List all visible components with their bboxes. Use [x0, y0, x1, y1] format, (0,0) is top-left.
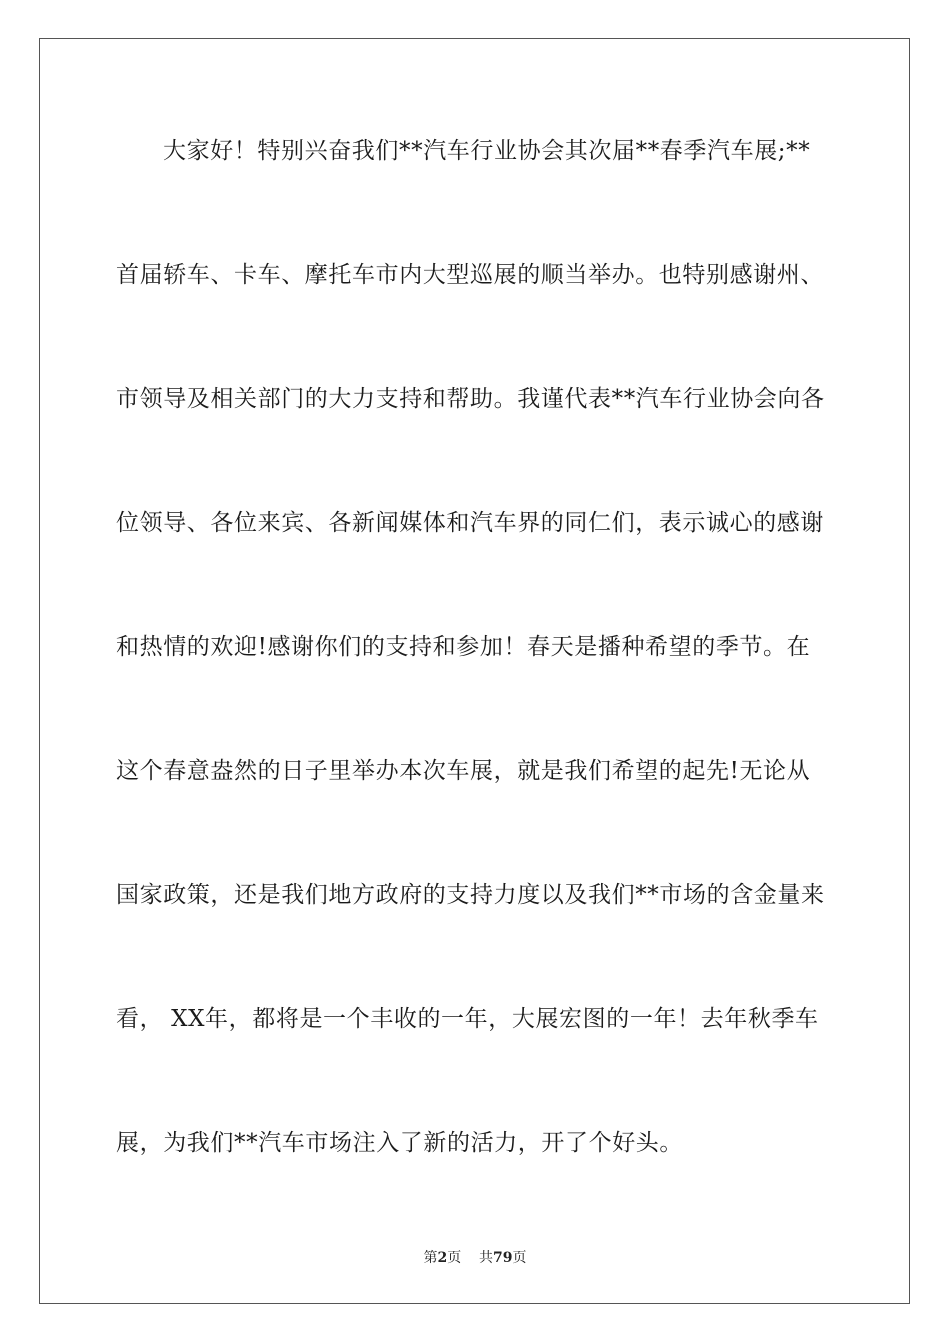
page-prefix: 第 [423, 1250, 438, 1266]
paragraph-line-7: 国家政策，还是我们地方政府的支持力度以及我们**市场的含金量来 [116, 882, 825, 908]
paragraph-line-1: 大家好！特别兴奋我们**汽车行业协会其次届**春季汽车展;** [163, 138, 811, 164]
total-pages: 79 [493, 1250, 513, 1266]
page-number: 2 [437, 1250, 448, 1266]
paragraph-line-5: 和热情的欢迎!感谢你们的支持和参加！春天是播种希望的季节。在 [116, 634, 811, 660]
paragraph-line-9: 展，为我们**汽车市场注入了新的活力，开了个好头。 [116, 1130, 683, 1156]
paragraph-line-8: 看， XX年，都将是一个丰收的一年，大展宏图的一年！去年秋季车 [116, 1006, 819, 1032]
paragraph-line-4: 位领导、各位来宾、各新闻媒体和汽车界的同仁们，表示诚心的感谢 [116, 510, 824, 536]
paragraph-line-2: 首届轿车、卡车、摩托车市内大型巡展的顺当举办。也特别感谢州、 [116, 262, 824, 288]
paragraph-line-3: 市领导及相关部门的大力支持和帮助。我谨代表**汽车行业协会向各 [116, 386, 825, 412]
total-prefix: 共 [479, 1250, 494, 1266]
paragraph-line-6: 这个春意盎然的日子里举办本次车展，就是我们希望的起先!无论从 [116, 758, 811, 784]
page-suffix: 页 [447, 1250, 462, 1266]
page-footer [0, 1247, 950, 1267]
total-suffix: 页 [512, 1250, 527, 1266]
page-border [39, 38, 910, 1304]
